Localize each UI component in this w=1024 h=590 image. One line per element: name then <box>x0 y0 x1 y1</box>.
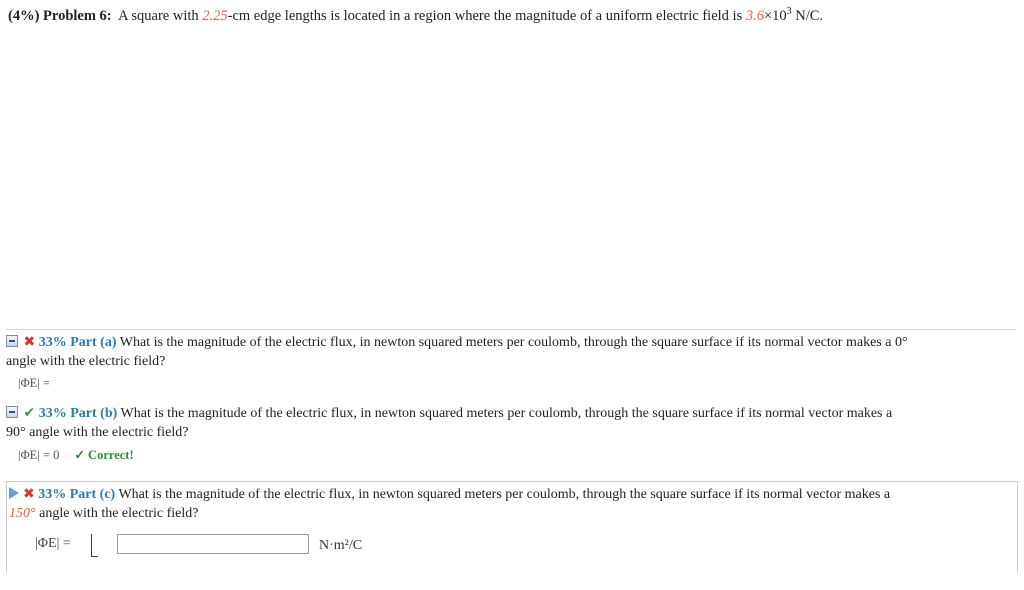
answer-unit: N·m²/C <box>319 538 363 553</box>
part-c-question-text: What is the magnitude of the electric flux, in newton squared meters per coulomb, through the square surface if its normal vector makes a <box>118 487 891 502</box>
part-b-label[interactable]: Part (b) <box>70 406 118 421</box>
play-icon[interactable] <box>9 487 19 499</box>
part-c-answer-symbol: |ΦE| = <box>35 536 71 551</box>
part-c-percent: 33% <box>38 487 67 502</box>
problem-label: Problem 6: <box>43 7 112 24</box>
correct-badge: ✓ Correct! <box>74 448 134 462</box>
incorrect-icon: ✖ <box>23 486 35 502</box>
part-a-answer: |ΦE| = <box>18 376 50 390</box>
part-a-question-text: What is the magnitude of the electric flux, in newton squared meters per coulomb, through the square surface if its normal vector makes a 0° <box>119 335 908 350</box>
part-b-question <box>6 404 1016 442</box>
checkmark-icon: ✔ <box>23 405 36 421</box>
part-c <box>6 481 1018 572</box>
problem-figure-area <box>8 34 1008 324</box>
incorrect-icon: ✖ <box>23 334 36 350</box>
part-a-percent: 33% <box>38 335 67 350</box>
input-cursor <box>91 534 98 557</box>
part-b-percent: 33% <box>38 406 67 421</box>
field-unit: N/C. <box>795 7 824 24</box>
edge-length-value: 2.25 <box>202 7 228 24</box>
part-c-question <box>7 482 1017 526</box>
problem-text-mid: -cm edge lengths is located in a region where the magnitude of a uniform electric field is <box>227 7 743 24</box>
part-b-answer-value: |ΦE| = 0 <box>18 448 60 462</box>
part-b-question-text: What is the magnitude of the electric flux, in newton squared meters per coulomb, through the square surface if its normal vector makes a <box>120 406 893 421</box>
part-b-question-text-2: 90° angle with the electric field? <box>6 425 189 440</box>
answer-input[interactable] <box>117 534 309 554</box>
part-a-label[interactable]: Part (a) <box>70 335 117 350</box>
field-times: ×10 <box>763 7 787 24</box>
problem-text-pre: A square with <box>118 7 199 24</box>
problem-weight: (4%) <box>8 7 40 24</box>
part-a-question-text-2: angle with the electric field? <box>6 354 166 369</box>
collapse-icon[interactable] <box>6 335 18 347</box>
problem-statement <box>8 6 823 25</box>
part-c-label[interactable]: Part (c) <box>69 487 116 502</box>
field-exponent: 3 <box>786 6 792 17</box>
field-value: 3.6 <box>745 7 764 24</box>
part-a <box>6 329 1016 391</box>
part-a-question <box>6 333 1016 371</box>
part-b-answer <box>18 447 1016 463</box>
collapse-icon[interactable] <box>6 406 18 418</box>
part-b <box>6 404 1016 463</box>
part-c-question-text-2: angle with the electric field? <box>35 506 199 521</box>
angle-value: 150° <box>9 506 36 521</box>
